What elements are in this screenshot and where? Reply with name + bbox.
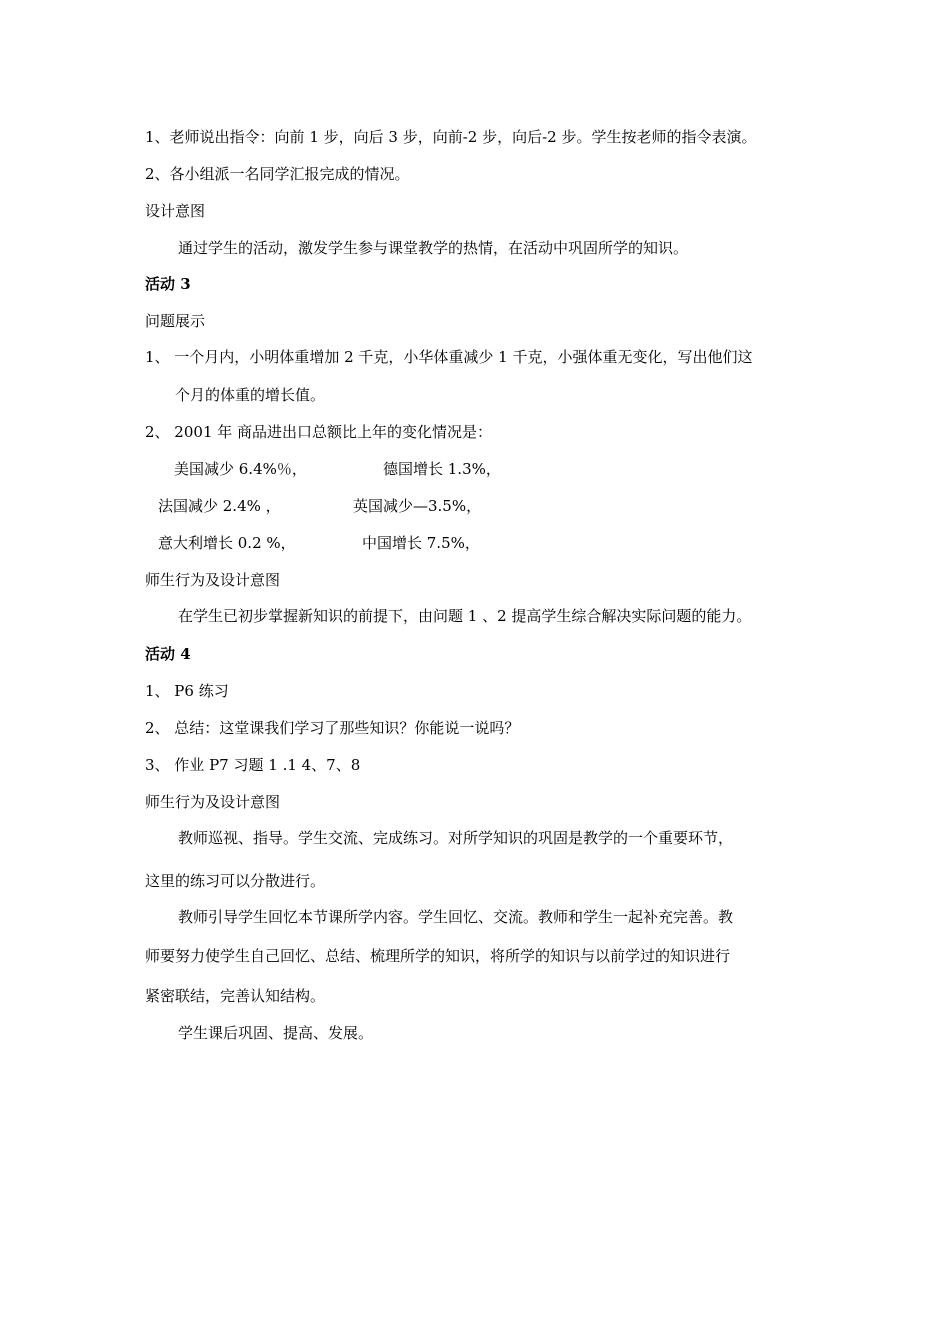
activity4-item-2: 2、 总结：这堂课我们学习了那些知识？你能说一说吗？ (145, 719, 520, 737)
activity4-paragraph-1-cont: 这里的练习可以分散进行。 (145, 872, 326, 890)
activity3-heading: 活动 3 (145, 275, 191, 293)
country-uk: 英国减少—3.5%， (353, 497, 482, 515)
activity4-item-3: 3、 作业 P7 习题 1 .1 4、7、8 (145, 756, 361, 774)
country-germany: 德国增长 1.3%， (383, 460, 501, 478)
activity4-paragraph-1: 教师巡视、指导。学生交流、完成练习。对所学知识的巩固是教学的一个重要环节， (178, 829, 734, 847)
activity4-heading: 活动 4 (145, 645, 191, 663)
activity3-question-2: 2、 2001 年 商品进出口总额比上年的变化情况是： (145, 423, 493, 441)
activity2-intent-heading: 设计意图 (145, 202, 206, 220)
country-italy: 意大利增长 0.2 %， (158, 534, 296, 552)
activity4-paragraph-2-cont2: 紧密联结，完善认知结构。 (145, 987, 326, 1005)
activity3-problem-heading: 问题展示 (145, 312, 206, 330)
activity4-intent-heading: 师生行为及设计意图 (145, 793, 281, 811)
activity4-item-1: 1、 P6 练习 (145, 682, 229, 700)
activity4-paragraph-3: 学生课后巩固、提高、发展。 (178, 1024, 374, 1042)
activity3-question-1-cont: 个月的体重的增长值。 (175, 386, 326, 404)
country-china: 中国增长 7.5%， (362, 534, 480, 552)
activity3-intent-heading: 师生行为及设计意图 (145, 571, 281, 589)
country-france: 法国减少 2.4% ， (158, 497, 281, 515)
activity4-paragraph-2: 教师引导学生回忆本节课所学内容。学生回忆、交流。教师和学生一起补充完善。教 (178, 908, 734, 926)
activity4-paragraph-2-cont1: 师要努力使学生自己回忆、总结、梳理所学的知识，将所学的知识与以前学过的知识进行 (145, 947, 731, 965)
activity3-question-1: 1、 一个月内，小明体重增加 2 千克，小华体重减少 1 千克，小强体重无变化，写出他们这 (145, 348, 753, 366)
activity3-intent-text: 在学生已初步掌握新知识的前提下，由问题 1 、2 提高学生综合解决实际问题的能力。 (178, 607, 752, 625)
activity2-item-2: 2、各小组派一名同学汇报完成的情况。 (145, 165, 410, 183)
activity2-intent-text: 通过学生的活动，激发学生参与课堂教学的热情，在活动中巩固所学的知识。 (178, 239, 689, 257)
activity2-item-1: 1、老师说出指令：向前 1 步，向后 3 步，向前-2 步，向后-2 步。学生按老师的指令表演。 (145, 128, 757, 146)
country-usa: 美国减少 6.4%％， (174, 460, 307, 478)
